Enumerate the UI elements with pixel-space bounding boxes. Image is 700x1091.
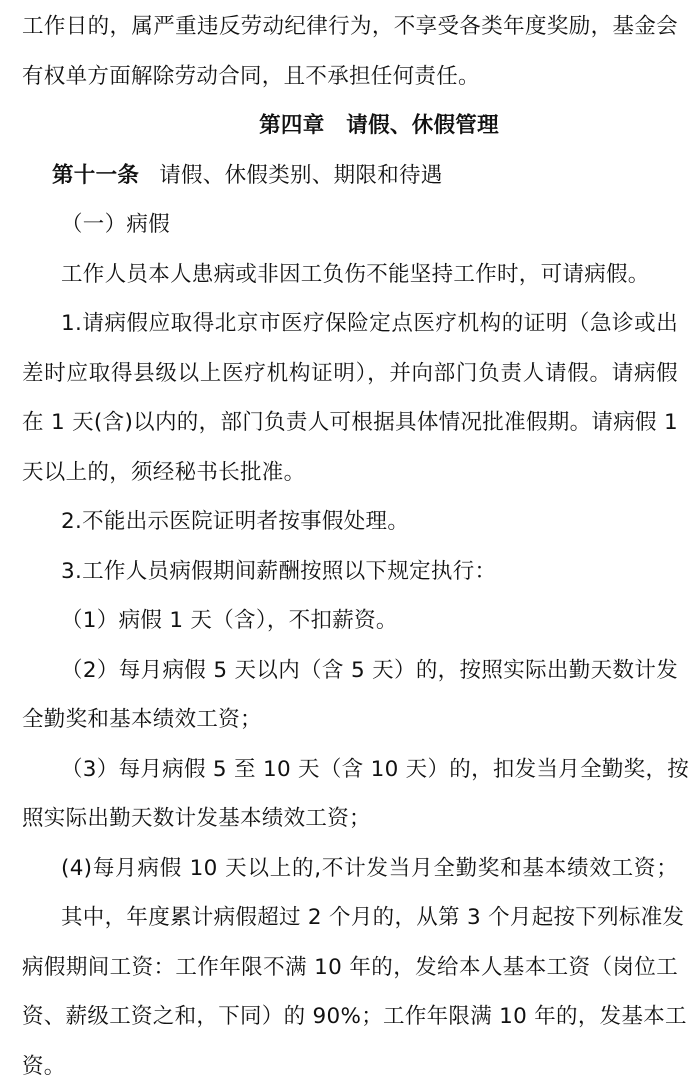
- chapter-heading: 第四章 请假、休假管理: [22, 101, 678, 151]
- paragraph-line: 资、薪级工资之和，下同）的 90%；工作年限满 10 年的，发基本工: [22, 992, 678, 1042]
- section-heading: （一）病假: [22, 200, 678, 250]
- paragraph-line: 2.不能出示医院证明者按事假处理。: [22, 497, 678, 547]
- paragraph-line: 差时应取得县级以上医疗机构证明），并向部门负责人请假。请病假: [22, 349, 678, 399]
- paragraph-line: 工作人员本人患病或非因工负伤不能坚持工作时，可请病假。: [22, 250, 678, 300]
- article-title: 请假、休假类别、期限和待遇: [159, 163, 442, 188]
- list-item: （2）每月病假 5 天以内（含 5 天）的，按照实际出勤天数计发: [22, 646, 678, 696]
- paragraph-line: 病假期间工资：工作年限不满 10 年的，发给本人基本工资（岗位工: [22, 943, 678, 993]
- paragraph-line: 工作日的，属严重违反劳动纪律行为，不享受各类年度奖励，基金会: [22, 2, 678, 52]
- article-number: 第十一条: [52, 163, 139, 188]
- list-item: (4)每月病假 10 天以上的,不计发当月全勤奖和基本绩效工资；: [22, 844, 678, 894]
- paragraph-line: 其中，年度累计病假超过 2 个月的，从第 3 个月起按下列标准发: [22, 893, 678, 943]
- list-item: （1）病假 1 天（含），不扣薪资。: [22, 596, 678, 646]
- paragraph-line: 资。: [22, 1042, 678, 1091]
- paragraph-line: 1.请病假应取得北京市医疗保险定点医疗机构的证明（急诊或出: [22, 299, 678, 349]
- paragraph-line: 在 1 天(含)以内的，部门负责人可根据具体情况批准假期。请病假 1: [22, 398, 678, 448]
- paragraph-line: 全勤奖和基本绩效工资；: [22, 695, 678, 745]
- paragraph-line: 照实际出勤天数计发基本绩效工资；: [22, 794, 678, 844]
- paragraph-line: 有权单方面解除劳动合同，且不承担任何责任。: [22, 52, 678, 102]
- article-heading: [22, 151, 678, 201]
- paragraph-line: 天以上的，须经秘书长批准。: [22, 448, 678, 498]
- list-item: （3）每月病假 5 至 10 天（含 10 天）的，扣发当月全勤奖，按: [22, 745, 678, 795]
- paragraph-line: 3.工作人员病假期间薪酬按照以下规定执行：: [22, 547, 678, 597]
